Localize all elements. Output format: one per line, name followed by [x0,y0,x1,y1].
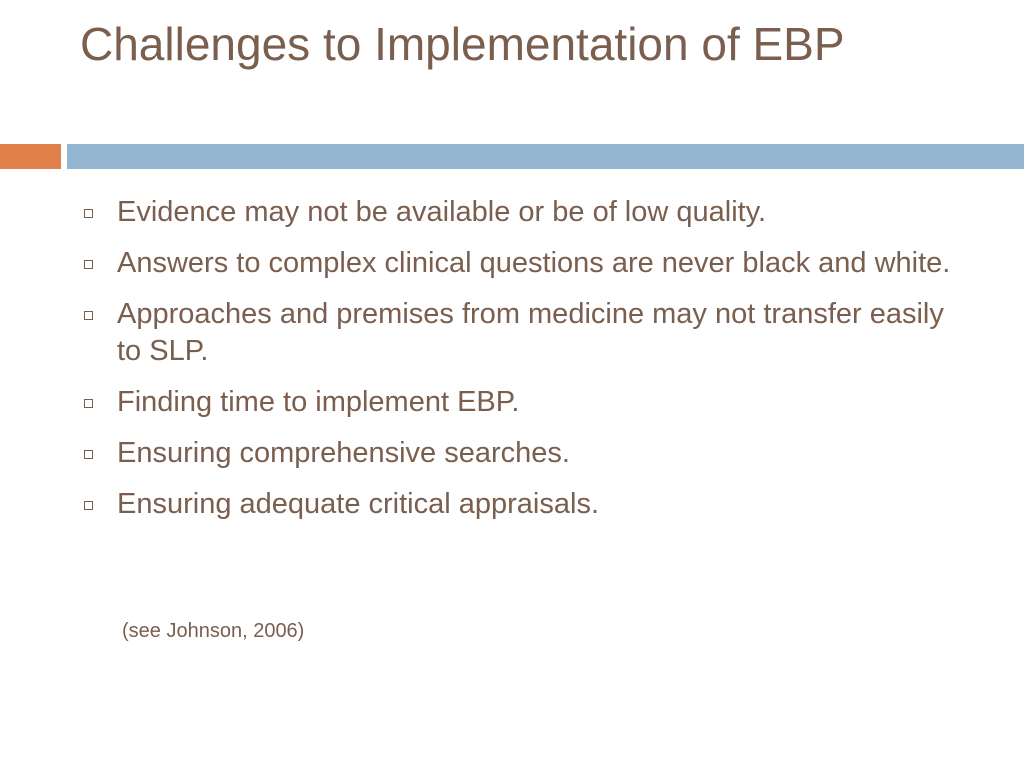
bullet-text: Answers to complex clinical questions are never black and white. [117,247,951,279]
square-bullet-icon [84,501,93,510]
bullet-item [80,486,960,523]
bullet-item [80,296,960,370]
bullet-item [80,435,960,472]
bullet-text: Evidence may not be available or be of low quality. [117,196,767,228]
square-bullet-icon [84,450,93,459]
square-bullet-icon [84,260,93,269]
bullet-text: Approaches and premises from medicine may not transfer easily to SLP. [117,298,944,367]
title-divider-blue [67,144,1024,169]
bullet-text: Ensuring comprehensive searches. [117,437,570,469]
bullet-item [80,245,960,282]
square-bullet-icon [84,209,93,218]
bullet-text: Finding time to implement EBP. [117,386,520,418]
slide-title: Challenges to Implementation of EBP [80,18,845,70]
square-bullet-icon [84,311,93,320]
bullet-list [80,194,960,537]
title-divider-orange [0,144,61,169]
bullet-item [80,384,960,421]
bullet-text: Ensuring adequate critical appraisals. [117,488,599,520]
bullet-item [80,194,960,231]
square-bullet-icon [84,399,93,408]
citation: (see Johnson, 2006) [122,620,305,642]
